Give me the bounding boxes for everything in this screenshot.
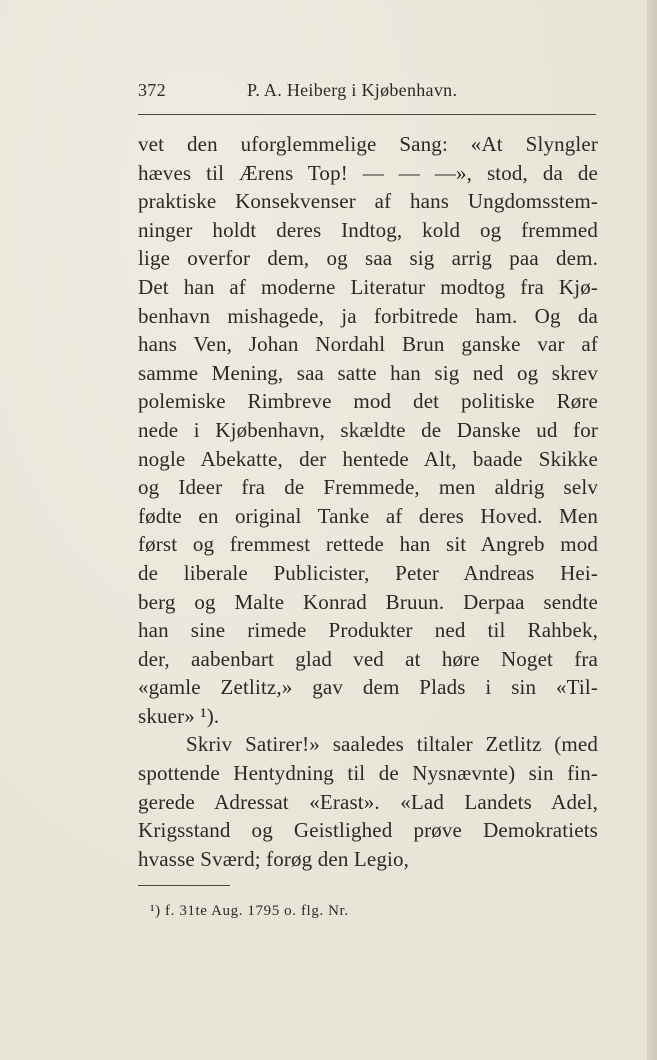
text-line: fødte en original Tanke af deres Hoved. Men [138,503,598,528]
text-line: de liberale Publicister, Peter Andreas Hei- [138,560,598,585]
text-line: nede i Kjøbenhavn, skældte de Danske ud for [138,417,598,442]
text-line: ninger holdt deres Indtog, kold og fremmed [138,217,598,242]
text-line: lige overfor dem, og saa sig arrig paa dem. [138,246,598,271]
page-header [138,78,596,108]
page-number: 372 [138,80,166,100]
text-line: hans Ven, Johan Nordahl Brun ganske var af [138,332,598,357]
body-text [138,130,598,873]
text-line: spottende Hentydning til de Nysnævnte) sin fin- [138,761,598,786]
text-line: berg og Malte Konrad Bruun. Derpaa sendte [138,589,598,614]
text-line: Det han af moderne Literatur modtog fra Kjø- [138,274,598,299]
page-edge-shadow [647,0,657,1060]
text-line: hvasse Sværd; forøg den Legio, [138,846,410,871]
footnote-rule [138,885,230,886]
text-line: først og fremmest rettede han sit Angreb mod [138,532,598,557]
text-line: der, aabenbart glad ved at høre Noget fra [138,646,598,671]
text-line: nogle Abekatte, der hentede Alt, baade Skikke [138,446,598,471]
text-line: gerede Adressat «Erast». «Lad Landets Adel, [138,789,598,814]
text-line: samme Mening, saa satte han sig ned og skrev [138,360,598,385]
text-line: polemiske Rimbreve mod det politiske Røre [138,389,598,414]
text-line: Krigsstand og Geistlighed prøve Demokratiets [138,818,598,843]
footnote: ¹) f. 31te Aug. 1795 o. flg. Nr. [150,903,349,919]
text-line: han sine rimede Produkter ned til Rahbek, [138,618,598,643]
text-line: praktiske Konsekvenser af hans Ungdomsstem- [138,189,598,214]
text-line: Skriv Satirer!» saaledes tiltaler Zetlitz (med [186,732,598,757]
running-title: P. A. Heiberg i Kjøbenhavn. [247,80,458,100]
text-line: hæves til Ærens Top! — — —», stod, da de [138,160,598,185]
text-line: og Ideer fra de Fremmede, men aldrig selv [138,475,598,500]
text-line: skuer» ¹). [138,703,220,728]
text-line: vet den uforglemmelige Sang: «At Slyngler [138,132,598,156]
text-line: benhavn mishagede, ja forbitrede ham. Og da [138,303,598,328]
text-line: «gamle Zetlitz,» gav dem Plads i sin «Til- [138,675,598,700]
header-rule [138,114,596,115]
